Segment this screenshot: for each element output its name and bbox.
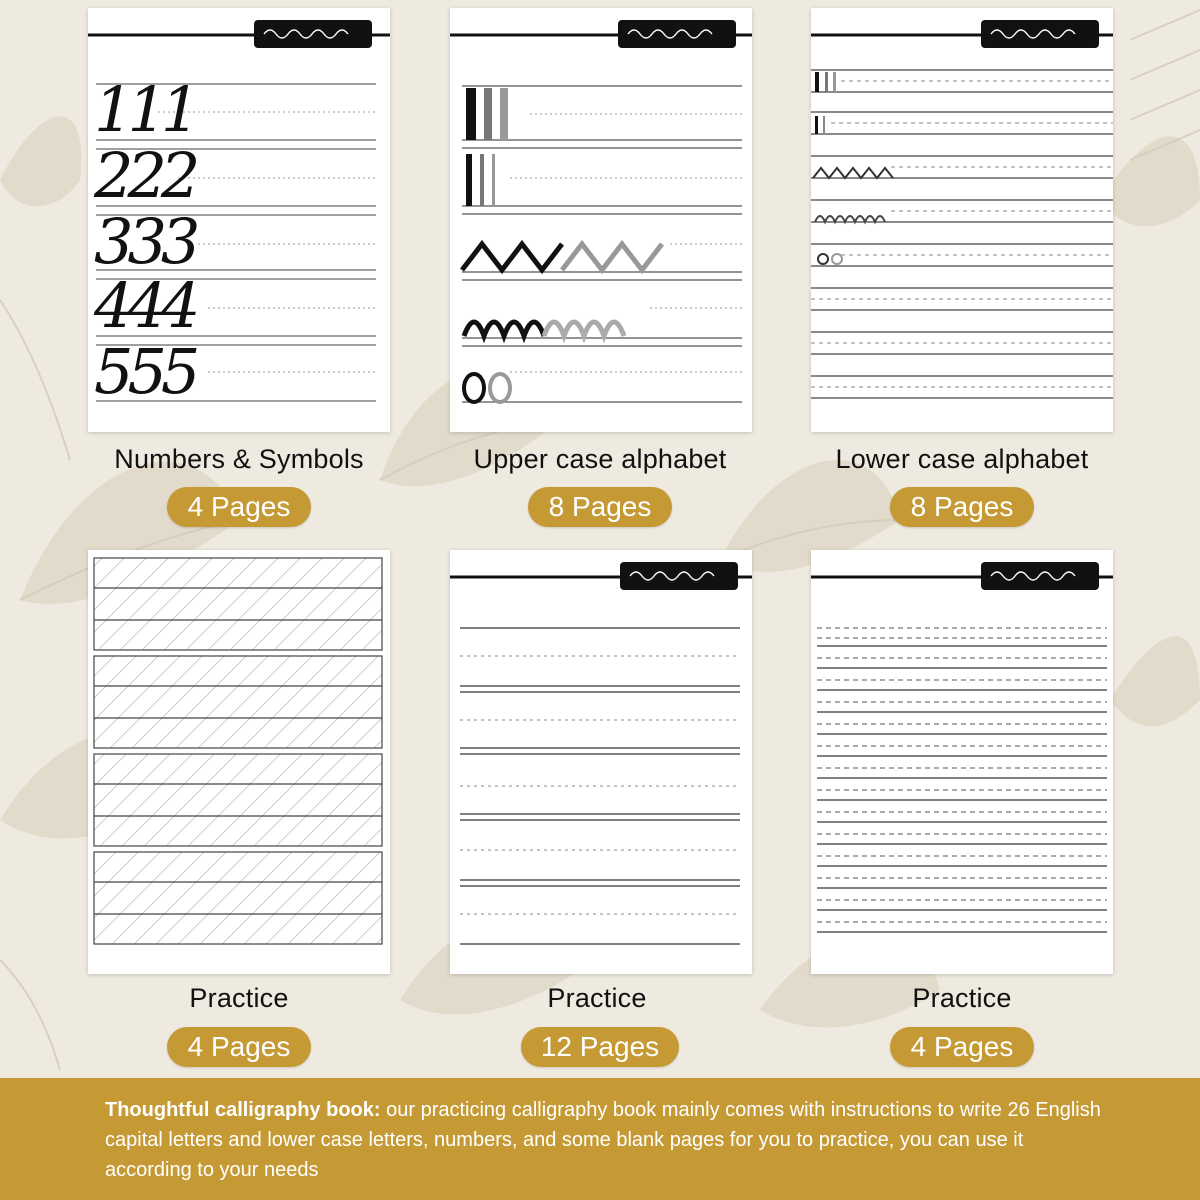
numbers-row-2: 222 [94, 139, 195, 212]
card-caption: Practice [547, 983, 647, 1013]
page-count-badge: 4 Pages [167, 487, 311, 527]
page-count-badge: 8 Pages [528, 487, 672, 527]
numbers-row-1: 111 [94, 73, 195, 146]
page-count-badge: 4 Pages [890, 1027, 1034, 1067]
description-body: our practicing calligraphy book mainly comes with instructions to write 26 English capital letters and lower case letters, numbers, and some blank pages for you to practice, you can use it according to your needs [105, 1099, 1101, 1181]
narrow-ruled-practice-page [811, 550, 1113, 974]
numbers-page-preview [88, 8, 390, 432]
card-caption: Upper case alphabet [473, 444, 727, 474]
uppercase-page-preview [450, 8, 752, 432]
page-count-badge: 4 Pages [167, 1027, 311, 1067]
page-count-badge: 12 Pages [521, 1027, 679, 1067]
description-text [105, 1095, 1110, 1185]
description-lead: Thoughtful calligraphy book: [105, 1099, 381, 1121]
card-caption: Lower case alphabet [835, 444, 1089, 474]
uppercase-page-artwork [450, 8, 752, 432]
page-count-badge: 8 Pages [890, 487, 1034, 527]
numbers-row-4: 444 [94, 269, 195, 342]
numbers-row-5: 555 [94, 335, 195, 408]
lowercase-page-preview [811, 8, 1113, 432]
lined-practice-page [450, 550, 752, 974]
card-caption: Numbers & Symbols [114, 444, 364, 474]
slant-grid-practice-page [88, 550, 390, 974]
numbers-row-3: 333 [94, 205, 195, 278]
narrow-ruled-artwork [811, 550, 1113, 974]
slant-grid-artwork [88, 550, 390, 974]
card-caption: Practice [912, 983, 1012, 1013]
description-band [0, 1078, 1200, 1200]
lowercase-page-artwork [811, 8, 1113, 432]
card-caption: Practice [189, 983, 289, 1013]
lined-practice-artwork [450, 550, 752, 974]
